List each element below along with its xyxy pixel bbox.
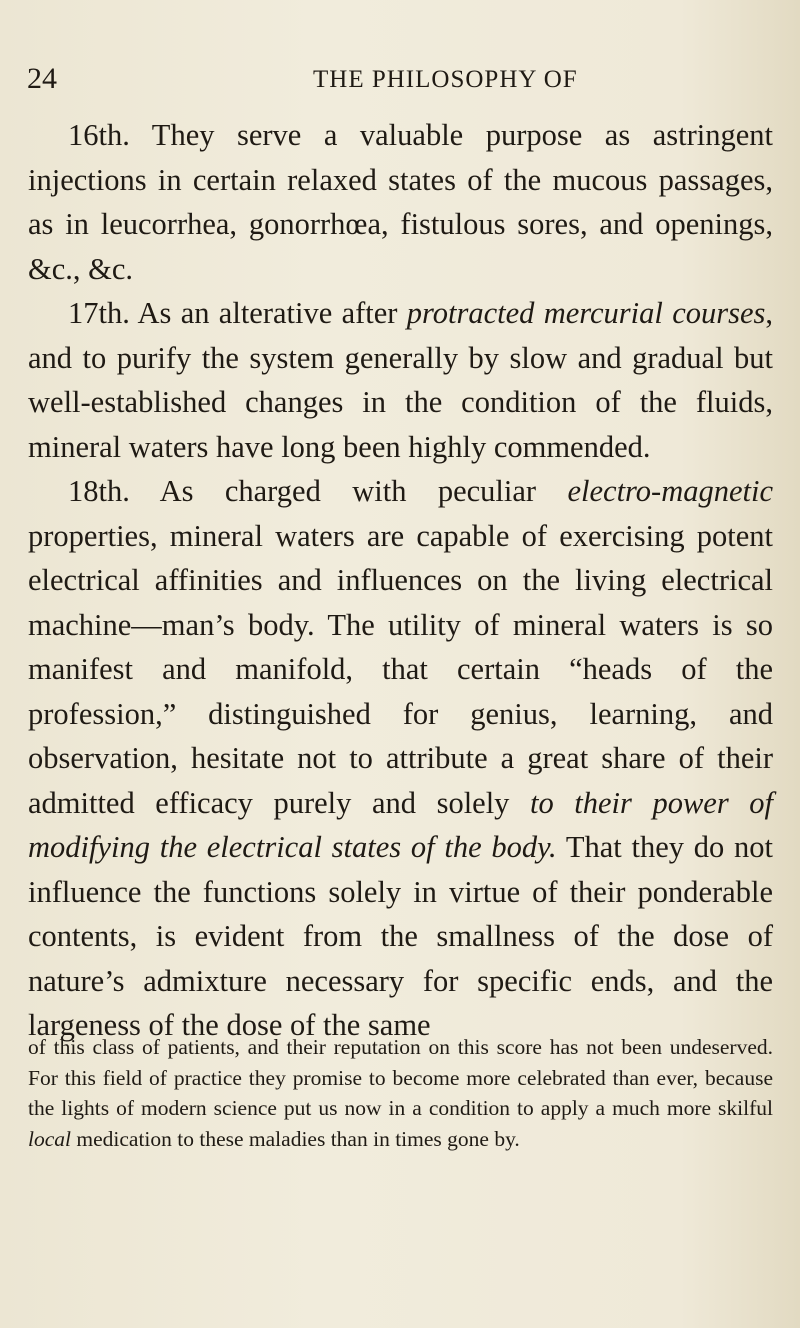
paragraph-18th-text-c: That they do not influence the functions solely in virtue of their ponderable contents, is evident from the smallness of the dose of nature’s admixture necessary for specific ends, and the largeness of the dose of the same [28,830,773,1042]
paragraph-17th-text-b: , and to purify the system generally by slow and gradual but well-established changes in the condition of the fluids, mineral waters have long been highly commended. [28,296,773,464]
body-text [28,113,773,1048]
paragraph-17th-text-a: 17th. As an alterative after [68,296,407,330]
footnote-text-b: medication to these maladies than in times gone by. [71,1126,520,1151]
footnote-emphasis: local [28,1126,71,1151]
paragraph-18th-emphasis-2: to their power of modifying the electrical states of the body. [28,785,773,864]
paragraph-17th-emphasis: protracted mercurial courses [406,296,766,330]
page-header [27,62,770,102]
footnote [28,1032,773,1154]
page-number: 24 [27,62,57,95]
footnote-paragraph [28,1032,773,1154]
paragraph-18th-text-b: properties, mineral waters are capable of exercising potent electrical affinities and influences on the living electrical machine—man’s body. The utility of mineral waters is so manifest and manifold, that certain “heads of the profession,” distinguished for genius, learning, and observation, hesitate not to attribute a great share of their admitted efficacy purely and solely [28,518,773,820]
paragraph-18th-text-a: 18th. As charged with peculiar [68,474,568,508]
footnote-text-a: of this class of patients, and their reputation on this score has not been undeserved. For this field of practice they promise to become more celebrated than ever, because the lights of modern science put us now in a condition to apply a much more skilful [28,1035,773,1120]
paragraph-16th: 16th. They serve a valuable purpose as astringent injections in certain relaxed states of the mucous passages, as in leucorrhea, gonorrhœa, fistulous sores, and openings, &c., &c. [28,118,773,286]
running-head: THE PHILOSOPHY OF [313,66,578,93]
paragraph-18th [28,469,773,1048]
paragraph-17th [28,291,773,469]
paragraph-18th-emphasis-1: electro-magnetic [567,474,773,508]
